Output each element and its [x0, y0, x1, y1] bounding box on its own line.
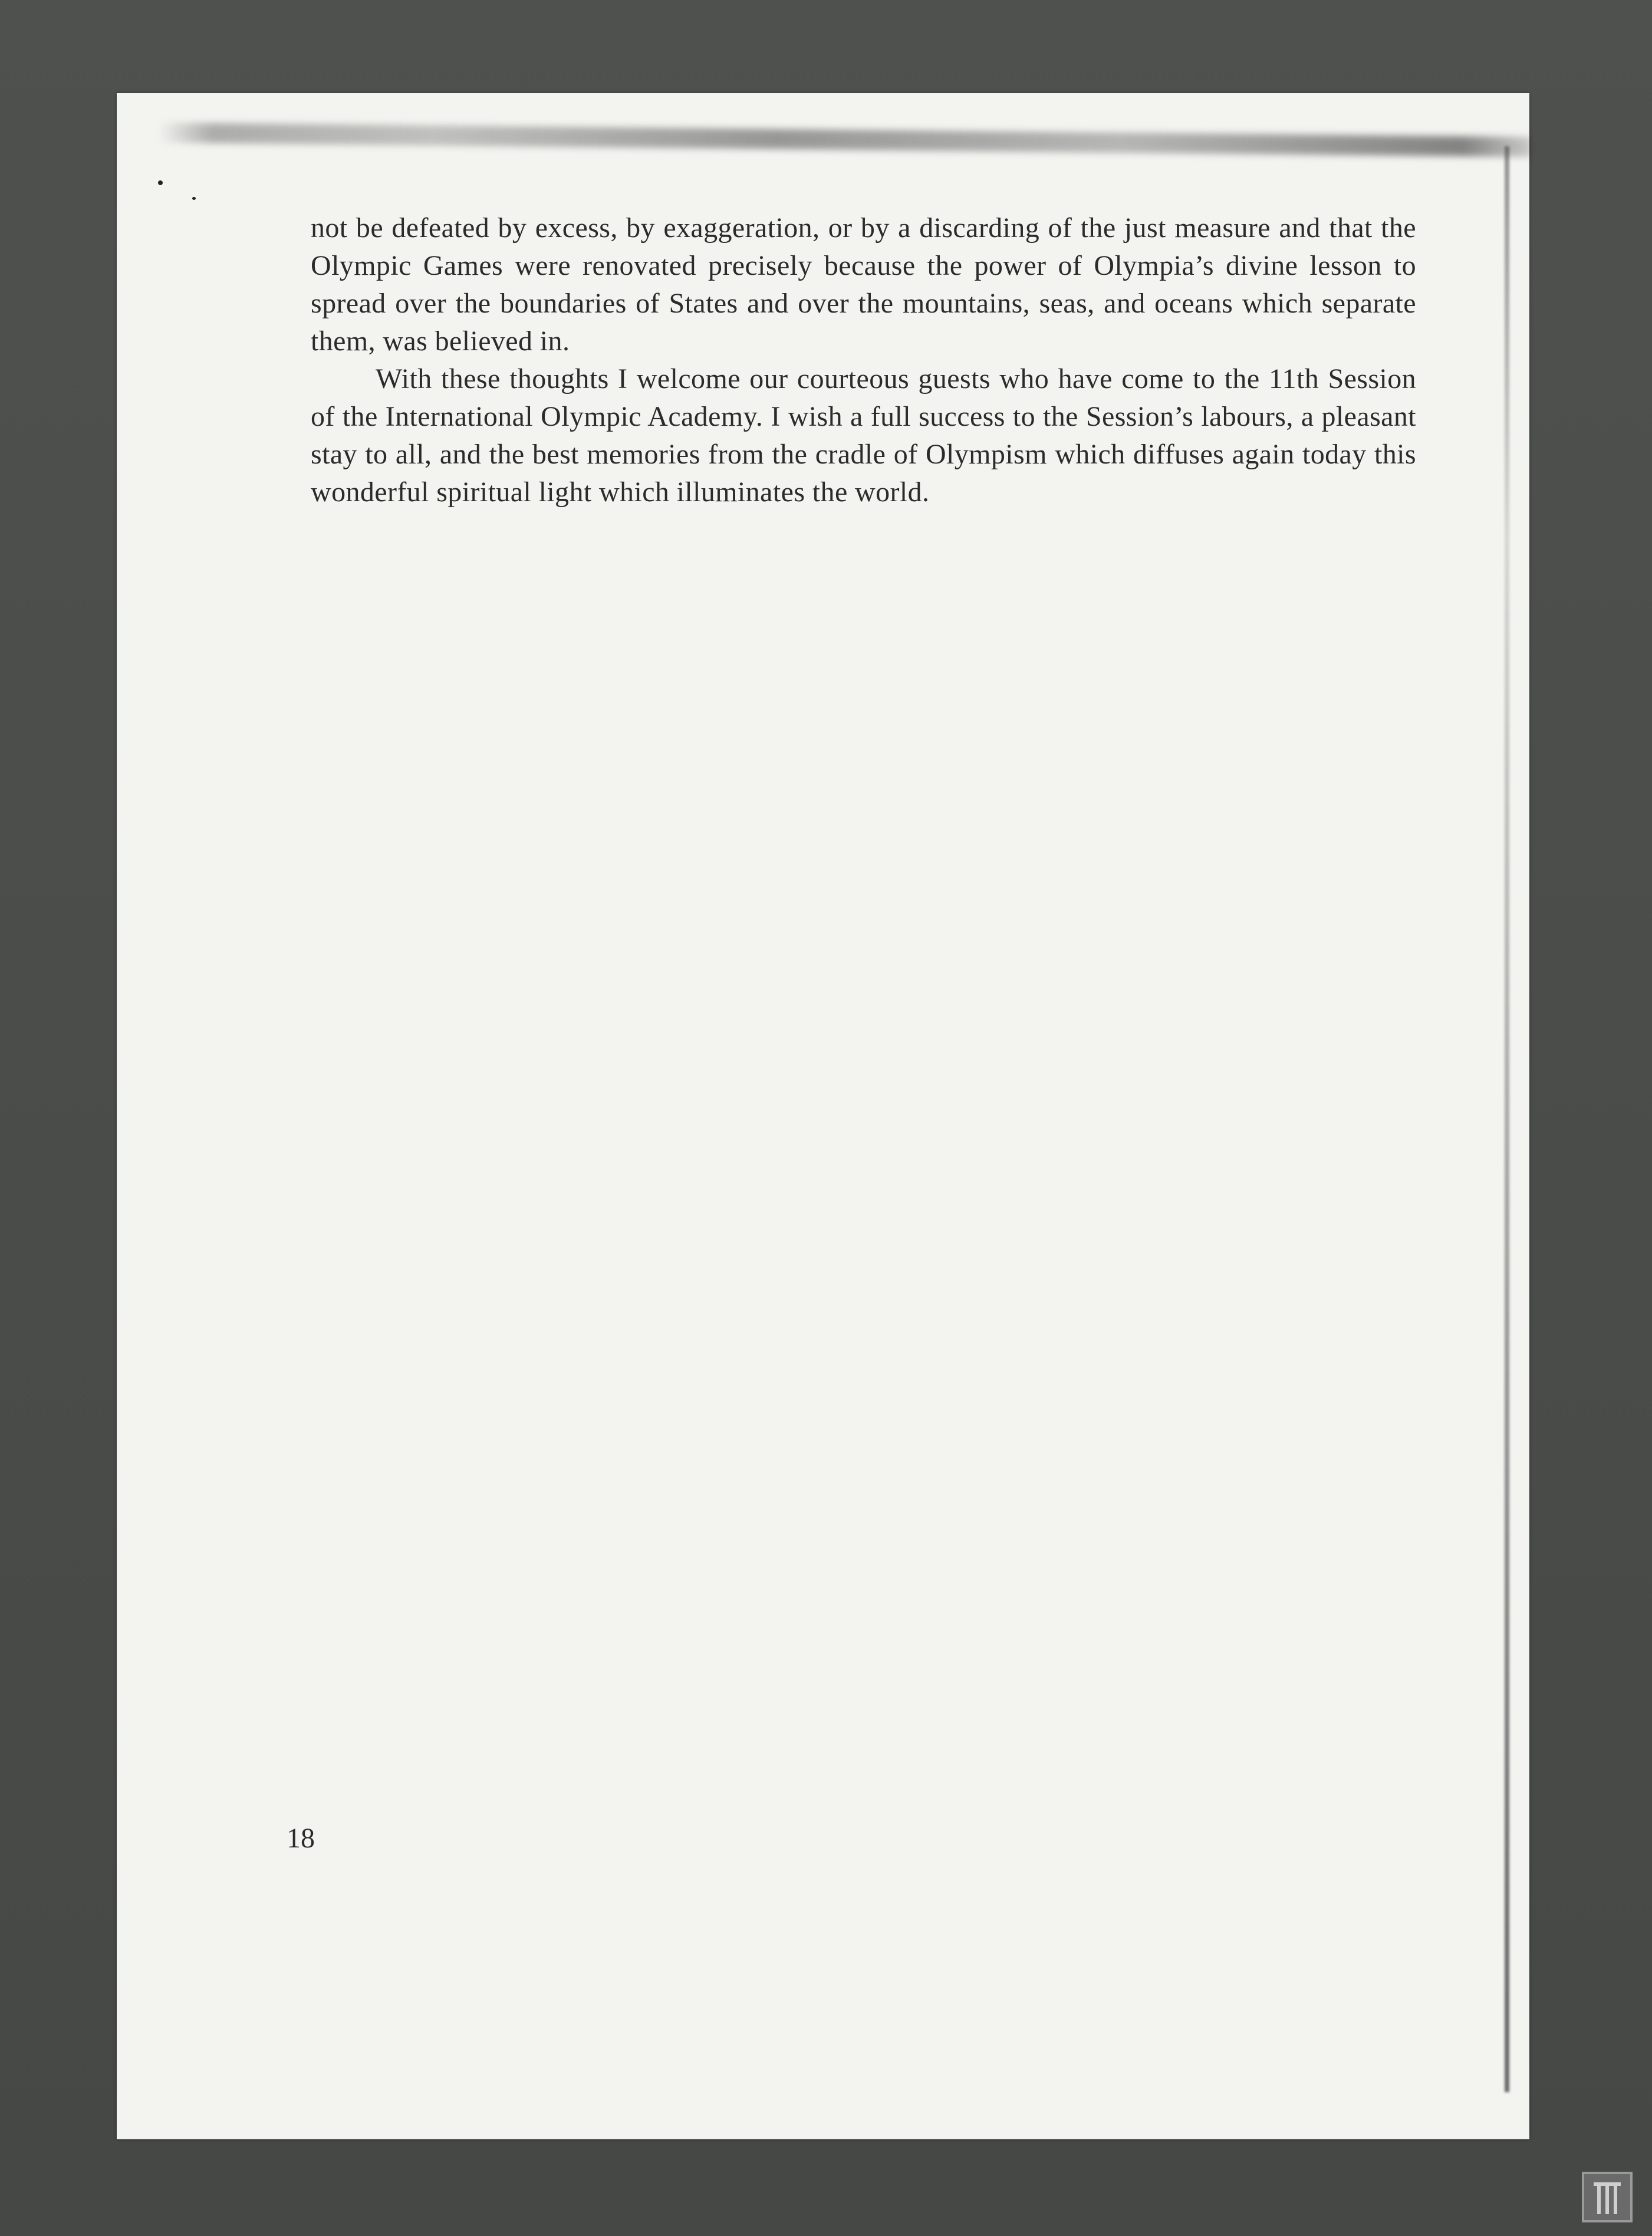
- photocopy-smudge-top: [158, 123, 1532, 157]
- body-text: [311, 209, 1416, 511]
- ink-speck: [158, 180, 163, 185]
- archive-logo-icon: [1582, 2172, 1633, 2222]
- page-number: 18: [287, 1823, 315, 1854]
- paragraph-2: With these thoughts I welcome our courteous guests who have come to the 11th Session of the International Olympic Academy. I wish a full success to the Session’s labours, a pleasant stay to all, and the best memories from the cradle of Olympism which diffuses again today this wonderful spiritual light which illuminates the world.: [311, 363, 1416, 508]
- paragraph-1: not be defeated by excess, by exaggeration, or by a discarding of the just measure and that the Olympic Games were renovated precisely because the power of Olympia’s divine lesson to spread over the boundaries of States and over the mountains, seas, and oceans which separate them, was believed in.: [311, 212, 1416, 357]
- photocopy-smudge-right: [1505, 146, 1509, 2092]
- ink-speck: [192, 197, 196, 200]
